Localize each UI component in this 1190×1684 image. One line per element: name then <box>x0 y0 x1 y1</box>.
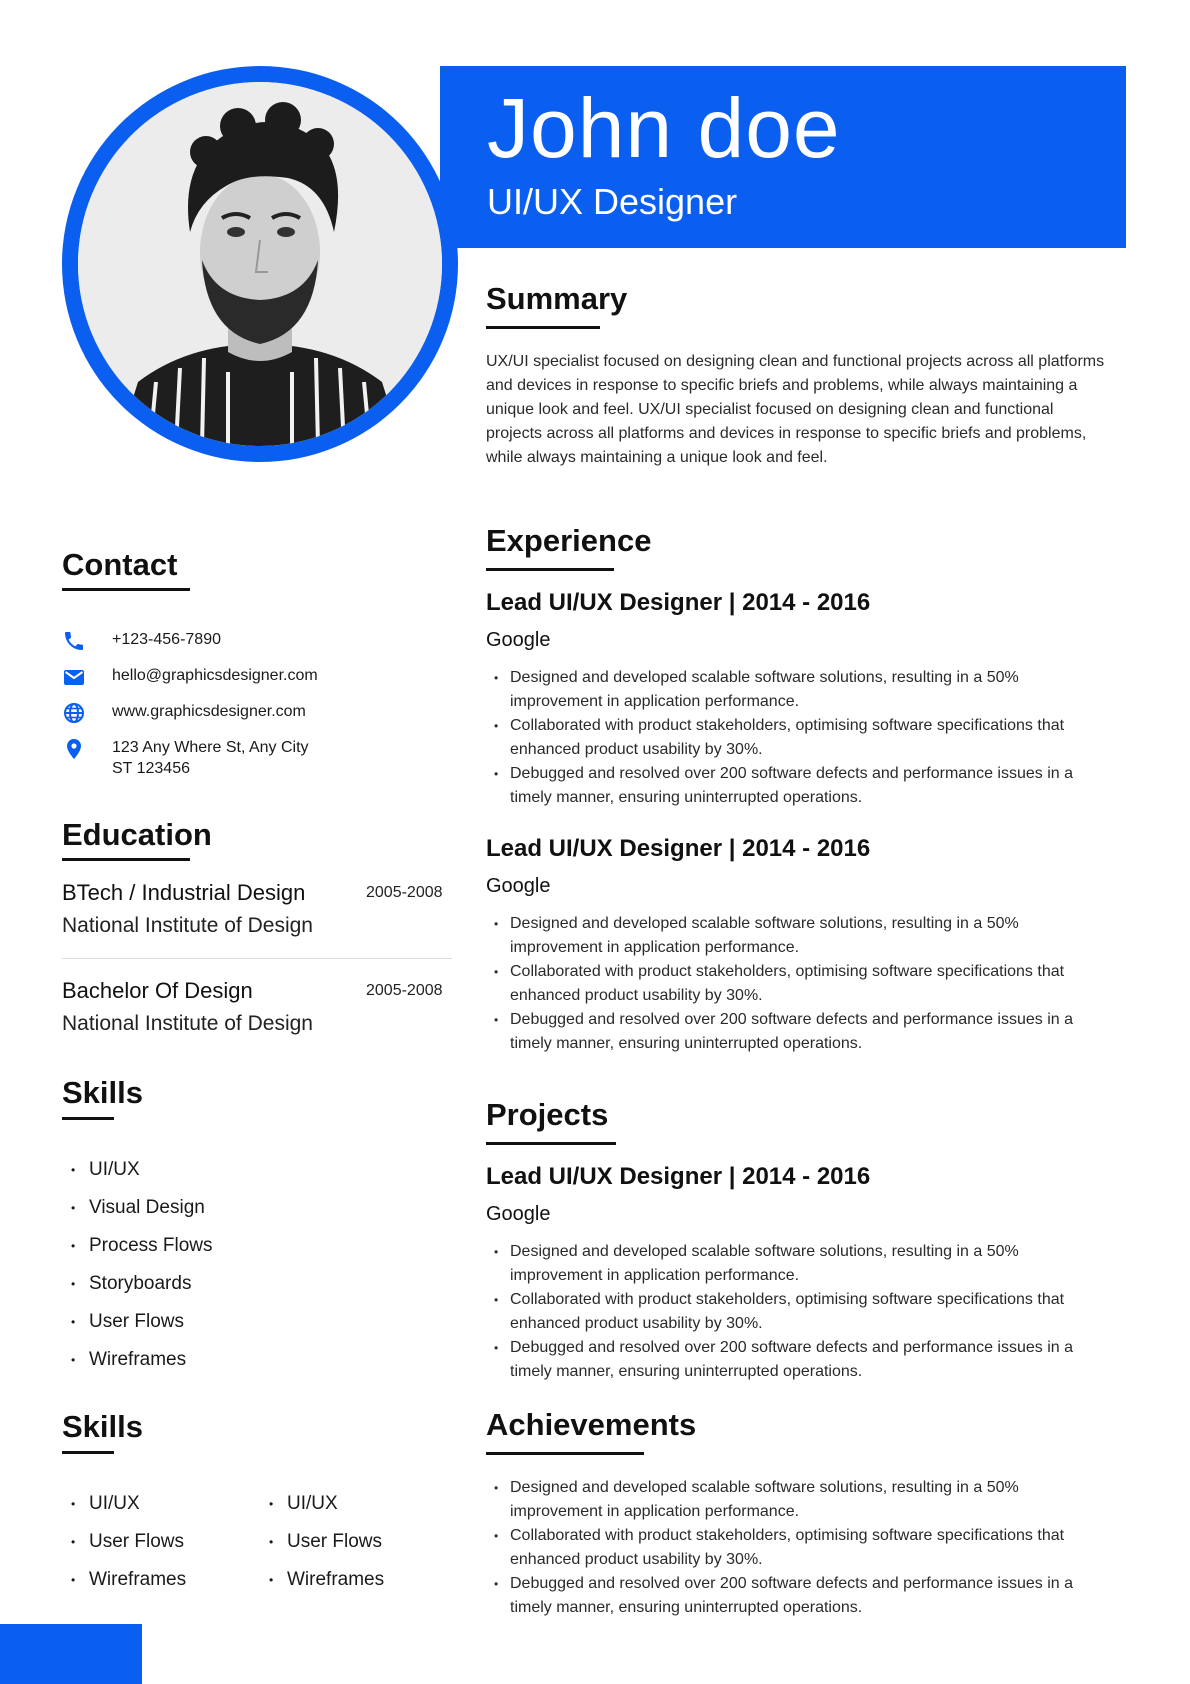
experience-company-2: Google <box>486 875 551 897</box>
experience-company-1: Google <box>486 629 551 651</box>
experience-bullet: • Debugged and resolved over 200 software defects and performance issues in a timely manner, ensuring uninterrupted operations. <box>486 1008 1096 1056</box>
education-degree-1: BTech / Industrial Design <box>62 880 306 905</box>
achievements-heading-rule <box>486 1452 644 1455</box>
experience-bullet: • Designed and developed scalable software solutions, resulting in a 50% improvement in application performance. <box>486 912 1096 960</box>
contact-email <box>62 665 442 691</box>
education-heading: Education <box>62 817 212 852</box>
skill-item: • Process Flows <box>62 1234 362 1272</box>
contact-address-text <box>112 737 432 779</box>
project-company-1: Google <box>486 1203 551 1225</box>
experience-bullets-2 <box>486 912 1096 1056</box>
achievements-heading: Achievements <box>486 1407 697 1442</box>
contact-website <box>62 701 442 727</box>
project-bullet: • Designed and developed scalable software solutions, resulting in a 50% improvement in application performance. <box>486 1240 1096 1288</box>
contact-address <box>62 737 442 781</box>
experience-bullet: • Collaborated with product stakeholders, optimising software specifications that enhanced product usability by 30%. <box>486 714 1096 762</box>
summary-text: UX/UI specialist focused on designing clean and functional projects across all platforms and devices in response to specific briefs and problems, while always maintaining a unique look and feel. UX/UI specialist focused on designing clean and functional projects across all platforms and devices in response to specific briefs and problems, while always maintaining a unique look and feel. <box>486 353 1105 466</box>
skills-2-heading-rule <box>62 1451 114 1454</box>
experience-job-title-1: Lead UI/UX Designer | 2014 - 2016 <box>486 589 871 616</box>
skills-2-list-col-2 <box>260 1492 450 1606</box>
skill-item: • User Flows <box>260 1530 450 1568</box>
contact-heading-rule <box>62 588 190 591</box>
education-school-1: National Institute of Design <box>62 914 313 937</box>
education-school-2: National Institute of Design <box>62 1012 313 1035</box>
experience-heading: Experience <box>486 523 652 558</box>
skill-item: • UI/UX <box>62 1492 252 1530</box>
education-years-1: 2005-2008 <box>366 884 443 901</box>
skills-2-heading: Skills <box>62 1409 143 1444</box>
skill-item: • UI/UX <box>62 1158 362 1196</box>
phone-icon <box>62 629 86 653</box>
summary-heading-rule <box>486 326 600 329</box>
skills-list <box>62 1158 362 1386</box>
footer-accent-block <box>0 1624 142 1684</box>
education-degree-2: Bachelor Of Design <box>62 978 253 1003</box>
projects-heading: Projects <box>486 1097 609 1132</box>
address-line-2: ST 123456 <box>112 760 190 777</box>
education-years-2: 2005-2008 <box>366 982 443 999</box>
achievement-bullet: • Designed and developed scalable software solutions, resulting in a 50% improvement in application performance. <box>486 1476 1096 1524</box>
education-heading-rule <box>62 858 190 861</box>
experience-job-title-2: Lead UI/UX Designer | 2014 - 2016 <box>486 835 871 862</box>
project-bullets-1 <box>486 1240 1096 1384</box>
experience-bullet: • Debugged and resolved over 200 software defects and performance issues in a timely manner, ensuring uninterrupted operations. <box>486 762 1096 810</box>
skill-item: • Wireframes <box>260 1568 450 1606</box>
contact-website-text: www.graphicsdesigner.com <box>112 703 306 720</box>
skill-item: • User Flows <box>62 1530 252 1568</box>
contact-phone-text: +123-456-7890 <box>112 631 221 648</box>
contact-email-text: hello@graphicsdesigner.com <box>112 667 318 684</box>
experience-bullet: • Collaborated with product stakeholders, optimising software specifications that enhanced product usability by 30%. <box>486 960 1096 1008</box>
skill-item: • User Flows <box>62 1310 362 1348</box>
globe-icon <box>62 701 86 725</box>
skills-heading-rule <box>62 1117 114 1120</box>
candidate-name: John doe <box>487 81 841 175</box>
achievements-bullets <box>486 1476 1096 1620</box>
mail-icon <box>62 665 86 689</box>
location-pin-icon <box>62 737 86 761</box>
skills-2-list-col-1 <box>62 1492 252 1606</box>
skill-item: • Storyboards <box>62 1272 362 1310</box>
skill-item: • Visual Design <box>62 1196 362 1234</box>
address-line-1: 123 Any Where St, Any City <box>112 739 309 756</box>
project-bullet: • Debugged and resolved over 200 software defects and performance issues in a timely manner, ensuring uninterrupted operations. <box>486 1336 1096 1384</box>
project-bullet: • Collaborated with product stakeholders, optimising software specifications that enhanced product usability by 30%. <box>486 1288 1096 1336</box>
candidate-role: UI/UX Designer <box>487 181 738 222</box>
skill-item: • UI/UX <box>260 1492 450 1530</box>
contact-phone <box>62 629 442 655</box>
contact-heading: Contact <box>62 547 178 582</box>
skill-item: • Wireframes <box>62 1348 362 1386</box>
project-title-1: Lead UI/UX Designer | 2014 - 2016 <box>486 1163 871 1190</box>
summary-heading: Summary <box>486 281 628 316</box>
experience-heading-rule <box>486 568 614 571</box>
education-divider <box>62 958 452 959</box>
skills-heading: Skills <box>62 1075 143 1110</box>
experience-bullet: • Designed and developed scalable software solutions, resulting in a 50% improvement in application performance. <box>486 666 1096 714</box>
achievement-bullet: • Debugged and resolved over 200 software defects and performance issues in a timely manner, ensuring uninterrupted operations. <box>486 1572 1096 1620</box>
skill-item: • Wireframes <box>62 1568 252 1606</box>
profile-photo <box>78 82 442 446</box>
achievement-bullet: • Collaborated with product stakeholders, optimising software specifications that enhanced product usability by 30%. <box>486 1524 1096 1572</box>
experience-bullets-1 <box>486 666 1096 810</box>
projects-heading-rule <box>486 1142 616 1145</box>
